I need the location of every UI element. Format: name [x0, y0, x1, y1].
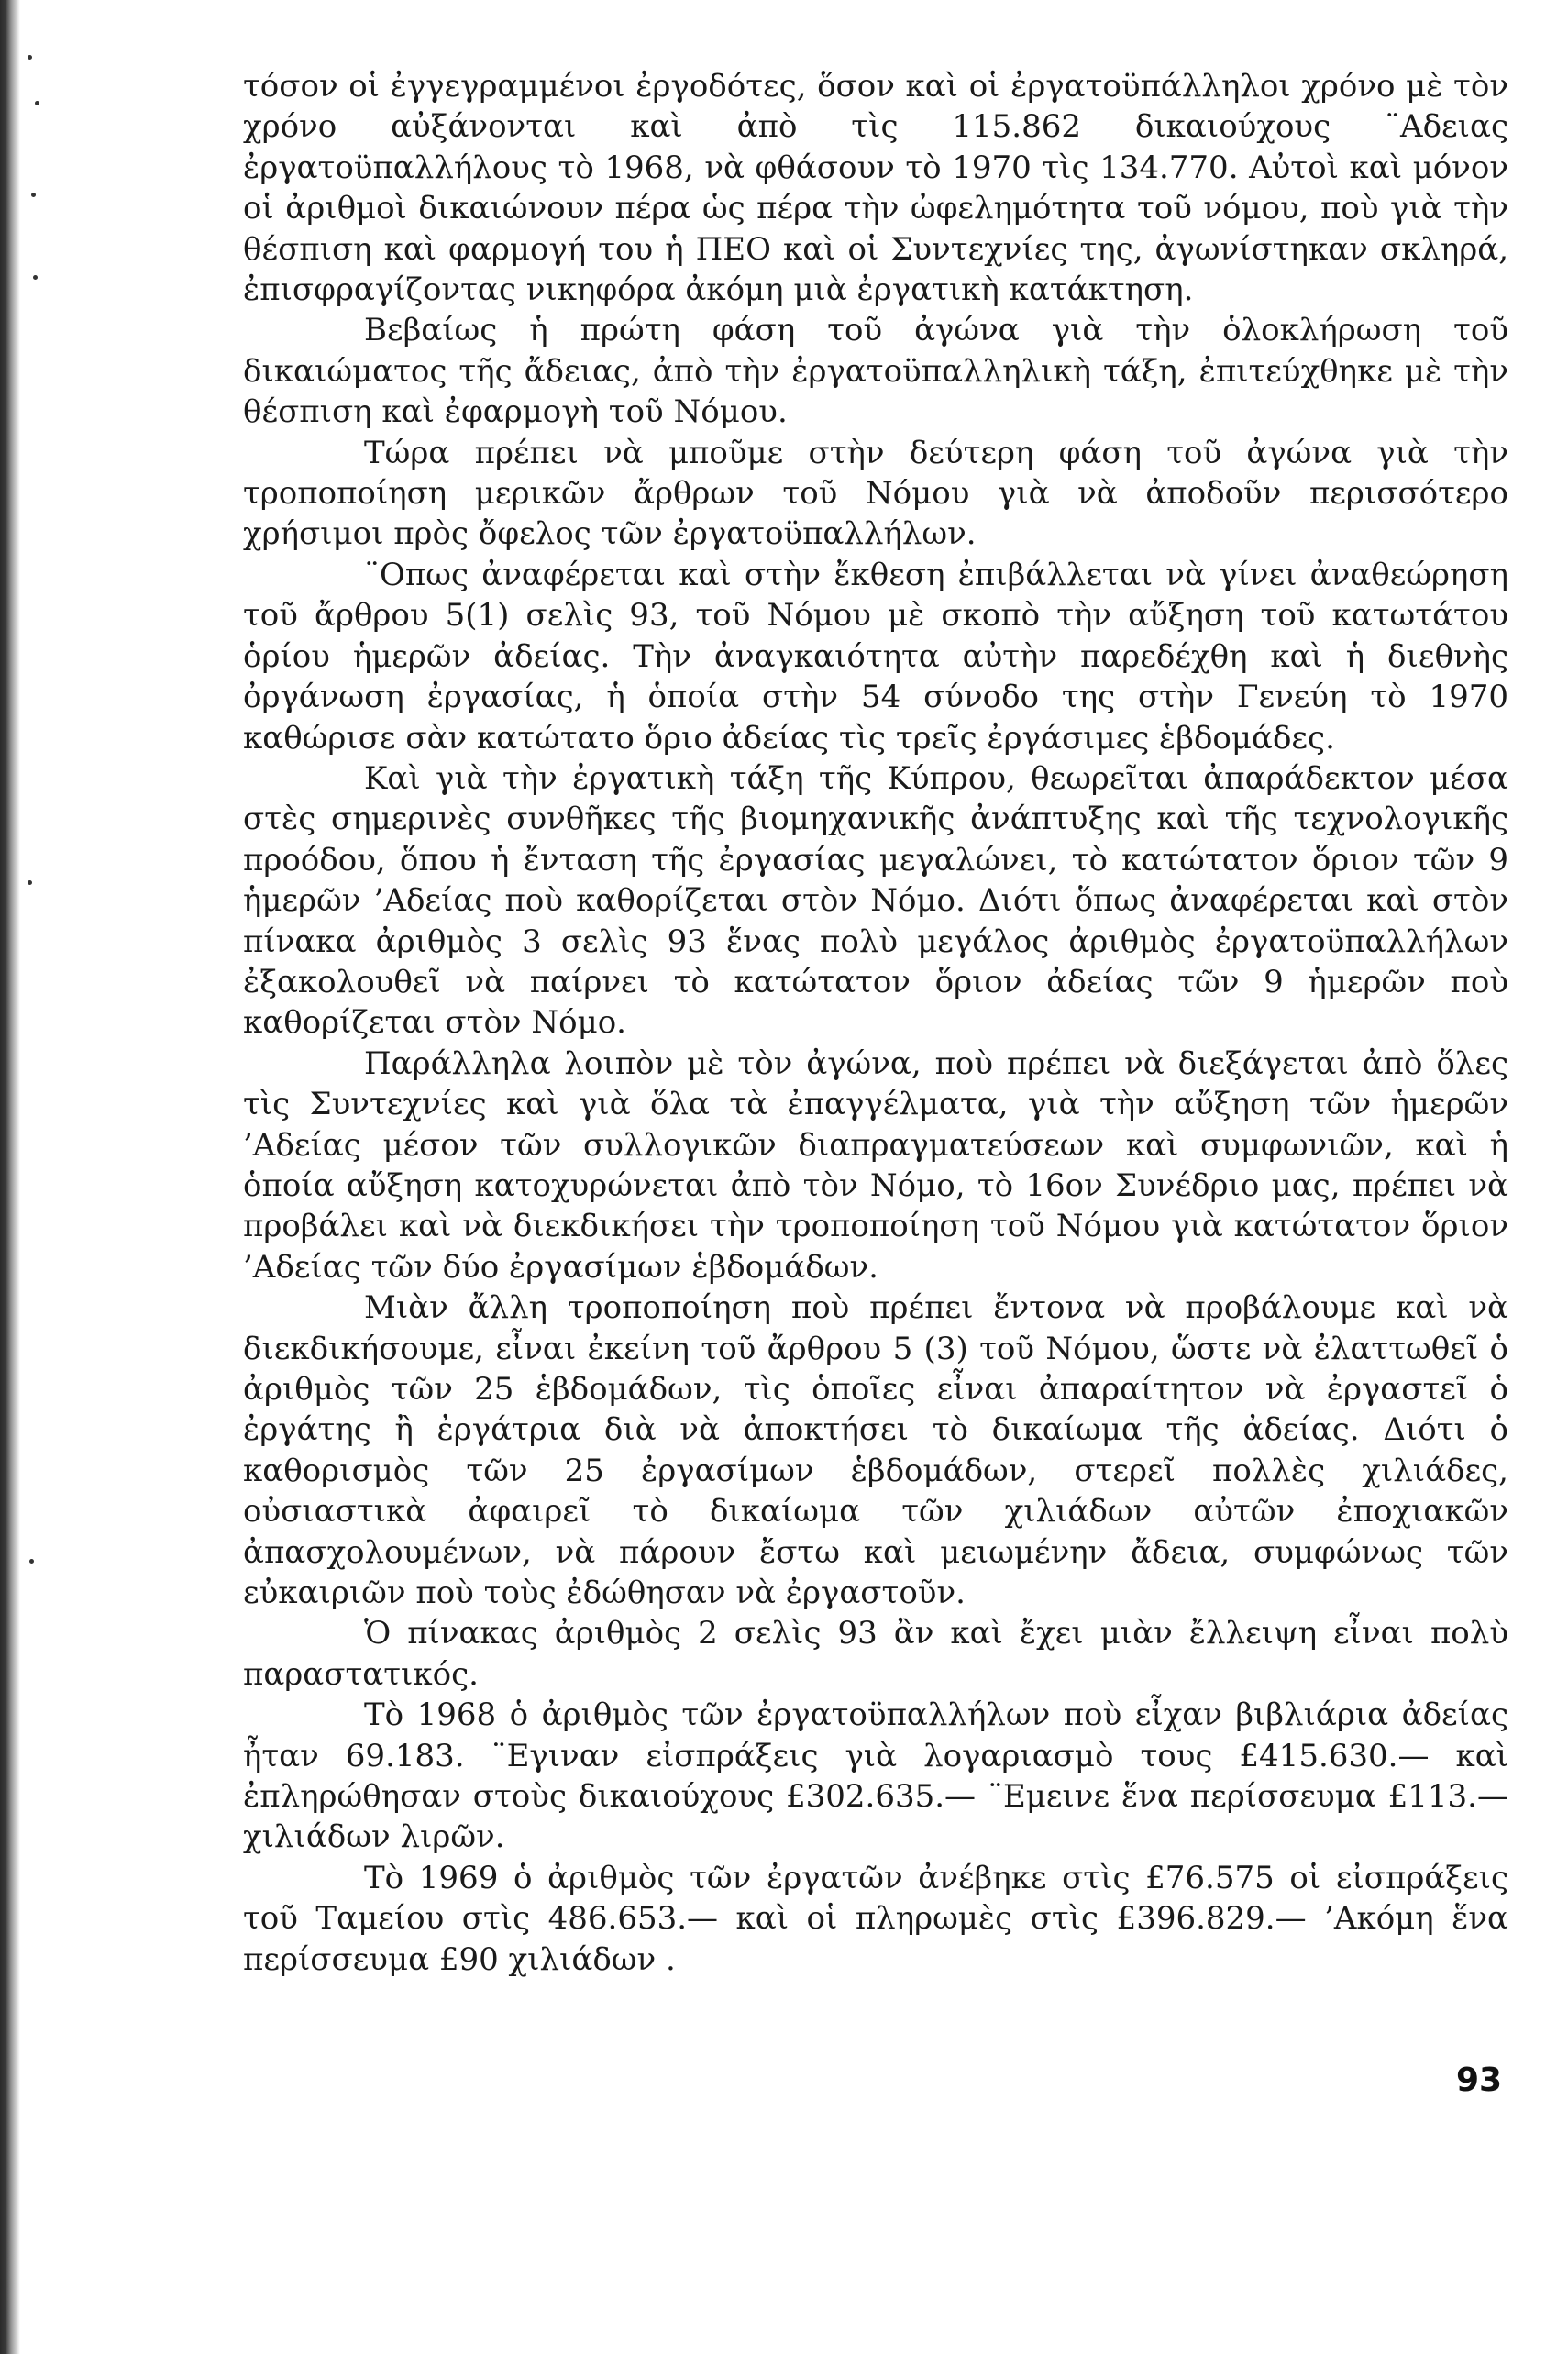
- paragraph: Τώρα πρέπει νὰ μποῦμε στὴν δεύτερη φάση τοῦ ἀγώνα γιὰ τὴν τροποποίηση μερικῶν ἄρθρων τοῦ Νόμου γιὰ νὰ ἀποδοῦν περισσότερο χρήσιμοι πρὸς ὄφελος τῶν ἐργατοϋπαλλήλων.: [243, 434, 1508, 553]
- paragraph: Τὸ 1969 ὁ ἀριθμὸς τῶν ἐργατῶν ἀνέβηκε στὶς £76.575 οἱ εἰσπράξεις τοῦ Ταμείου στὶς 486.653.— καὶ οἱ πληρωμὲς στὶς £396.829.— ’Ακόμη ἕνα περίσσευμα £90 χιλιάδων .: [243, 1859, 1508, 1978]
- scan-speck: [31, 193, 36, 197]
- scan-speck: [33, 275, 38, 280]
- paragraph: ¨Οπως ἀναφέρεται καὶ στὴν ἔκθεση ἐπιβάλλεται νὰ γίνει ἀναθεώρηση τοῦ ἄρθρου 5(1) σελὶς 93, τοῦ Νόμου μὲ σκοπὸ τὴν αὔξηση τοῦ κατωτάτου ὁρίου ἡμερῶν ἀδείας. Τὴν ἀναγκαιότητα αὐτὴν παρεδέχθη καὶ ἡ διεθνὴς ὀργάνωση ἐργασίας, ἡ ὁποία στὴν 54 σύνοδο της στὴν Γενεύη τὸ 1970 καθώρισε σὰν κατώτατο ὅριο ἀδείας τὶς τρεῖς ἐργάσιμες ἑβδομάδες.: [243, 556, 1508, 757]
- paragraph: τόσον οἱ ἐγγεγραμμένοι ἐργοδότες, ὅσον καὶ οἱ ἐργατοϋπάλληλοι χρόνο μὲ τὸν χρόνο αὐξάνονται καὶ ἀπὸ τὶς 115.862 δικαιούχους ¨Αδειας ἐργατοϋπαλλήλους τὸ 1968, νὰ φθάσουν τὸ 1970 τὶς 134.770. Αὐτοὶ καὶ μόνον οἱ ἀριθμοὶ δικαιώνουν πέρα ὡς πέρα τὴν ὠφελημότητα τοῦ νόμου, ποὺ γιὰ τὴν θέσπιση καὶ φαρμογή του ἡ ΠΕΟ καὶ οἱ Συντεχνίες της, ἀγωνίστηκαν σκληρά, ἐπισφραγίζοντας νικηφόρα ἀκόμη μιὰ ἐργατικὴ κατάκτηση.: [243, 68, 1508, 309]
- document-body: [243, 66, 1508, 1980]
- paragraph: Τὸ 1968 ὁ ἀριθμὸς τῶν ἐργατοϋπαλλήλων ποὺ εἶχαν βιβλιάρια ἀδείας ἦταν 69.183. ¨Εγιναν εἰσπράξεις γιὰ λογαριασμὸ τους £415.630.— καὶ ἐπληρώθησαν στοὺς δικαιούχους £302.635.— ¨Εμεινε ἕνα περίσσευμα £113.— χιλιάδων λιρῶν.: [243, 1696, 1508, 1856]
- page-number: 93: [1456, 2061, 1503, 2099]
- paragraph: Μιὰν ἄλλη τροποποίηση ποὺ πρέπει ἔντονα νὰ προβάλουμε καὶ νὰ διεκδικήσουμε, εἶναι ἐκείνη τοῦ ἄρθρου 5 (3) τοῦ Νόμου, ὥστε νὰ ἐλαττωθεῖ ὁ ἀριθμὸς τῶν 25 ἑβδομάδων, τὶς ὁποῖες εἶναι ἀπαραίτητον νὰ ἐργαστεῖ ὁ ἐργάτης ἢ ἐργάτρια διὰ νὰ ἀποκτήσει τὸ δικαίωμα τῆς ἀδείας. Διότι ὁ καθορισμὸς τῶν 25 ἐργασίμων ἑβδομάδων, στερεῖ πολλὲς χιλιάδες, οὐσιαστικὰ ἀφαιρεῖ τὸ δικαίωμα τῶν χιλιάδων αὐτῶν ἐποχιακῶν ἀπασχολουμένων, νὰ πάρουν ἔστω καὶ μειωμένην ἄδεια, συμφώνως τῶν εὐκαιριῶν ποὺ τοὺς ἐδώθησαν νὰ ἐργαστοῦν.: [243, 1289, 1508, 1612]
- scan-binding-edge: [0, 0, 20, 2354]
- paragraph: Ὁ πίνακας ἀριθμὸς 2 σελὶς 93 ἂν καὶ ἔχει μιὰν ἔλλειψη εἶναι πολὺ παραστατικός.: [243, 1615, 1508, 1693]
- scan-speck: [29, 1559, 34, 1564]
- paragraph: Παράλληλα λοιπὸν μὲ τὸν ἀγώνα, ποὺ πρέπει νὰ διεξάγεται ἀπὸ ὅλες τὶς Συντεχνίες καὶ γιὰ ὅλα τὰ ἐπαγγέλματα, γιὰ τὴν αὔξηση τῶν ἡμερῶν ’Αδείας μέσον τῶν συλλογικῶν διαπραγματεύσεων καὶ συμφωνιῶν, καὶ ἡ ὁποία αὔξηση κατοχυρώνεται ἀπὸ τὸν Νόμο, τὸ 16ον Συνέδριο μας, πρέπει νὰ προβάλει καὶ νὰ διεκδικήσει τὴν τροποποίηση τοῦ Νόμου γιὰ κατώτατον ὅριον ’Αδείας τῶν δύο ἐργασίμων ἑβδομάδων.: [243, 1044, 1508, 1286]
- scan-speck: [28, 55, 32, 60]
- scan-speck: [28, 880, 32, 885]
- paragraph: Καὶ γιὰ τὴν ἐργατικὴ τάξη τῆς Κύπρου, θεωρεῖται ἀπαράδεκτον μέσα στὲς σημερινὲς συνθῆκες τῆς βιομηχανικῆς ἀνάπτυξης καὶ τῆς τεχνολογικῆς προόδου, ὅπου ἡ ἔνταση τῆς ἐργασίας μεγαλώνει, τὸ κατώτατον ὅριον τῶν 9 ἡμερῶν ’Αδείας ποὺ καθορίζεται στὸν Νόμο. Διότι ὅπως ἀναφέρεται καὶ στὸν πίνακα ἀριθμὸς 3 σελὶς 93 ἕνας πολὺ μεγάλος ἀριθμὸς ἐργατοϋπαλλήλων ἐξακολουθεῖ νὰ παίρνει τὸ κατώτατον ὅριον ἀδείας τῶν 9 ἡμερῶν ποὺ καθορίζεται στὸν Νόμο.: [243, 759, 1508, 1042]
- paragraph: Βεβαίως ἡ πρώτη φάση τοῦ ἀγώνα γιὰ τὴν ὁλοκλήρωση τοῦ δικαιώματος τῆς ἄδειας, ἀπὸ τὴν ἐργατοϋπαλληλικὴ τάξη, ἐπιτεύχθηκε μὲ τὴν θέσπιση καὶ ἐφαρμογὴ τοῦ Νόμου.: [243, 312, 1508, 431]
- scan-speck: [35, 101, 39, 105]
